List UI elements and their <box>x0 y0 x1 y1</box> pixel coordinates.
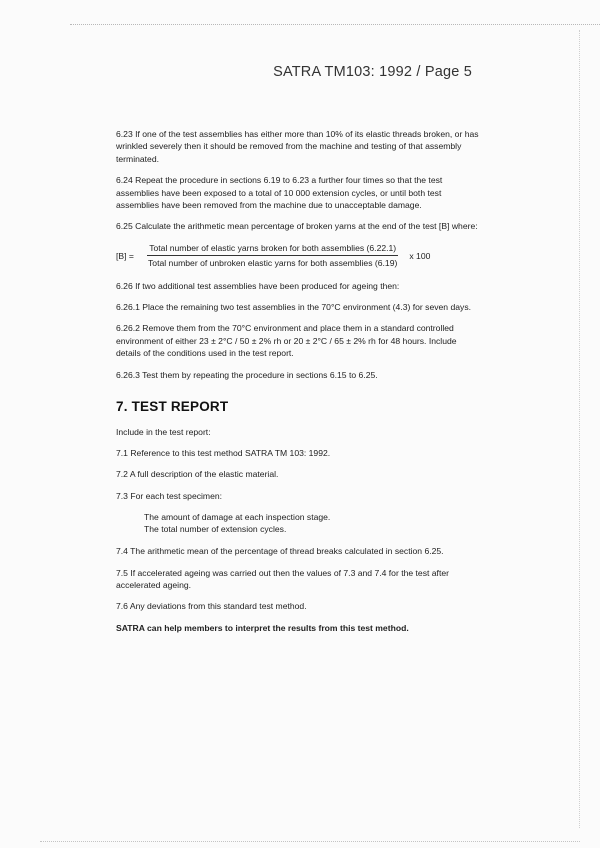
page-header: SATRA TM103: 1992 / Page 5 <box>273 64 472 80</box>
item-7-3-cycles: The total number of extension cycles. <box>144 524 287 535</box>
scan-edge-top <box>70 24 600 25</box>
item-7-2: 7.2 A full description of the elastic material. <box>116 469 279 480</box>
item-7-5: 7.5 If accelerated ageing was carried out then the values of 7.3 and 7.4 for the test after accelerated ageing. <box>116 567 449 590</box>
formula-lhs: [B] = <box>116 250 134 261</box>
formula-fraction <box>146 242 399 270</box>
paragraph-6-23: 6.23 If one of the test assemblies has either more than 10% of its elastic threads broken, or has wrinkled severely then it should be removed from the machine and testing of that assembly terminated. <box>116 129 479 164</box>
paragraph-6-24: 6.24 Repeat the procedure in sections 6.19 to 6.23 a further four times so that the test assemblies have been exposed to a total of 10 000 extension cycles, or until both test assemblies have been removed from the machine due to unacceptable damage. <box>116 175 443 211</box>
item-7-6: 7.6 Any deviations from this standard test method. <box>116 601 307 612</box>
item-7-4: 7.4 The arithmetic mean of the percentage of thread breaks calculated in section 6.25. <box>116 546 444 557</box>
scan-edge-bottom <box>40 841 580 842</box>
scan-edge-right <box>579 30 580 828</box>
document-body <box>116 128 482 643</box>
item-7-3-sublist <box>116 511 482 535</box>
formula-denominator: Total number of unbroken elastic yarns for both assemblies (6.19) <box>148 258 398 269</box>
item-7-3: 7.3 For each test specimen: <box>116 490 223 501</box>
item-7-3-damage: The amount of damage at each inspection stage. <box>144 512 331 523</box>
section-heading-test-report: 7. TEST REPORT <box>116 399 229 415</box>
paragraph-6-26-1: 6.26.1 Place the remaining two test assemblies in the 70°C environment (4.3) for seven days. <box>116 302 472 313</box>
paragraph-6-26: 6.26 If two additional test assemblies have been produced for ageing then: <box>116 280 400 291</box>
broken-yarns-formula <box>116 242 482 270</box>
closing-statement: SATRA can help members to interpret the results from this test method. <box>116 622 409 633</box>
formula-multiplier: x 100 <box>409 250 431 261</box>
test-report-intro: Include in the test report: <box>116 426 211 437</box>
paragraph-6-26-3: 6.26.3 Test them by repeating the procedure in sections 6.15 to 6.25. <box>116 369 378 380</box>
formula-numerator: Total number of elastic yarns broken for both assemblies (6.22.1) <box>147 242 398 256</box>
paragraph-6-25: 6.25 Calculate the arithmetic mean percentage of broken yarns at the end of the test [B] where: <box>116 221 478 232</box>
item-7-1: 7.1 Reference to this test method SATRA TM 103: 1992. <box>116 447 331 458</box>
paragraph-6-26-2: 6.26.2 Remove them from the 70°C environment and place them in a standard controlled environment of either 23 ± 2°C / 50 ± 2% rh or 20 ± 2°C / 65 ± 2% rh for 48 hours. Include details of the conditions used in the test report. <box>116 323 457 359</box>
